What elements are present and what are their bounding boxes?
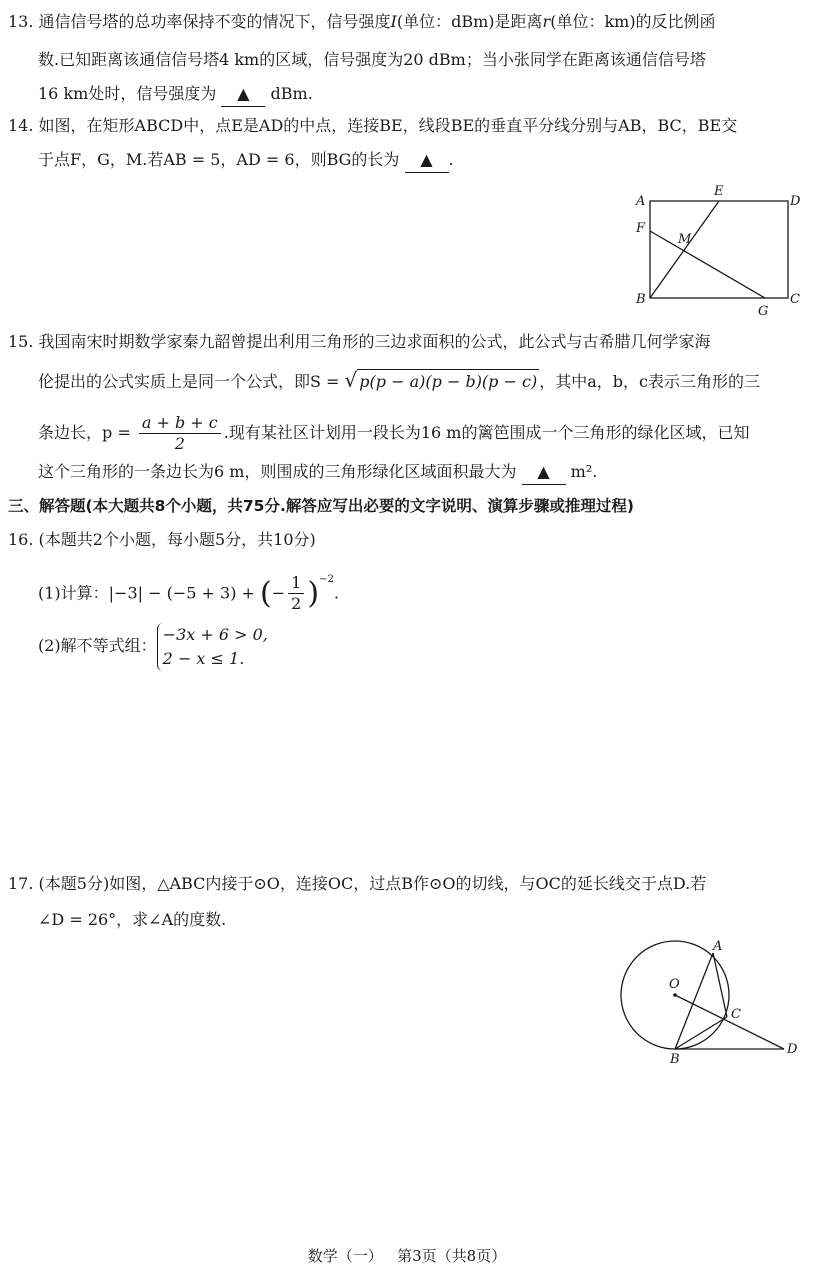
q16-part-2: (2)解不等式组： −3x + 6 > 0, 2 − x ≤ 1. <box>38 620 268 672</box>
q14-answer-blank[interactable]: ▲ <box>405 148 449 173</box>
p-fraction: $\frac{a + b + c}{2}$ <box>139 413 221 454</box>
q14-line-2: 于点F，G，M.若AB = 5，AD = 6，则BG的长为 ▲ . <box>38 148 454 173</box>
label-c: C <box>790 292 800 307</box>
rectangle-abcd <box>650 201 788 298</box>
half-fraction: $\frac{1}{2}$ <box>288 573 304 614</box>
q17-line-1: 17. (本题5分)如图，△ABC内接于⊙O，连接OC，过点B作⊙O的切线，与OC的延长线交于点D.若 <box>8 874 707 893</box>
q15-line-1: 15. 我国南宋时期数学家秦九韶曾提出利用三角形的三边求面积的公式，此公式与古希腊几何学家海 <box>8 332 711 351</box>
label-b: B <box>670 1052 680 1067</box>
segment-ba <box>675 953 713 1049</box>
label-m: M <box>678 232 692 247</box>
q15-line-4: 这个三角形的一条边长为6 m，则围成的三角形绿化区域面积最大为 ▲ m². <box>38 460 597 485</box>
segment-be <box>650 201 719 298</box>
q13-line-1: 13. 通信信号塔的总功率保持不变的情况下，信号强度I(单位：dBm)是距离r(单位：km)的反比例函 <box>8 12 716 31</box>
q17-line-2: ∠D = 26°，求∠A的度数. <box>38 910 227 929</box>
label-d: D <box>787 1042 798 1057</box>
section-3-heading: 三、解答题(本大题共8个小题，共75分.解答应写出必要的文字说明、演算步骤或推理过程) <box>8 497 634 515</box>
label-b: B <box>636 292 646 307</box>
q15-line-2: 伦提出的公式实质上是同一个公式，即S = √ p(p − a)(p − b)(p − c) ，其中a，b，c表示三角形的三 <box>38 368 760 392</box>
segment-bc <box>675 1017 727 1049</box>
segment-ac <box>713 953 727 1017</box>
q16-heading: 16. (本题共2个小题，每小题5分，共10分) <box>8 530 316 549</box>
sqrt-expression: p(p − a)(p − b)(p − c) <box>357 369 539 394</box>
label-o: O <box>669 977 680 992</box>
label-c: C <box>731 1007 741 1022</box>
label-d: D <box>790 194 801 209</box>
label-a: A <box>713 939 723 954</box>
label-g: G <box>758 304 769 319</box>
q14-line-1: 14. 如图，在矩形ABCD中，点E是AD的中点，连接BE，线段BE的垂直平分线分别与AB，BC，BE交 <box>8 116 738 135</box>
q15-line-3: 条边长，p = $\frac{a + b + c}{2}$ .现有某社区计划用一段长为16 m的篱笆围成一个三角形的绿化区域，已知 <box>38 413 750 453</box>
q14-figure <box>628 185 808 335</box>
q15-answer-blank[interactable]: ▲ <box>522 460 566 485</box>
q13-line-3: 16 km处时，信号强度为 ▲ dBm. <box>38 82 313 107</box>
q16-part-1: (1)计算：|−3| − (−5 + 3) + (− $\frac{1}{2}$ )$^{-2}$. <box>38 573 339 614</box>
label-a: A <box>636 194 646 209</box>
q17-figure <box>612 935 802 1075</box>
label-e: E <box>714 185 724 199</box>
page-footer: 数学（一） 第3页（共8页） <box>307 1247 507 1265</box>
q13-line-2: 数.已知距离该通信信号塔4 km的区域，信号强度为20 dBm；当小张同学在距离该通信信号塔 <box>38 50 706 69</box>
label-f: F <box>636 221 646 236</box>
q13-answer-blank[interactable]: ▲ <box>221 82 265 107</box>
segment-od <box>675 995 784 1049</box>
segment-fg <box>650 231 765 298</box>
inequality-system: −3x + 6 > 0, 2 − x ≤ 1. <box>157 623 268 671</box>
